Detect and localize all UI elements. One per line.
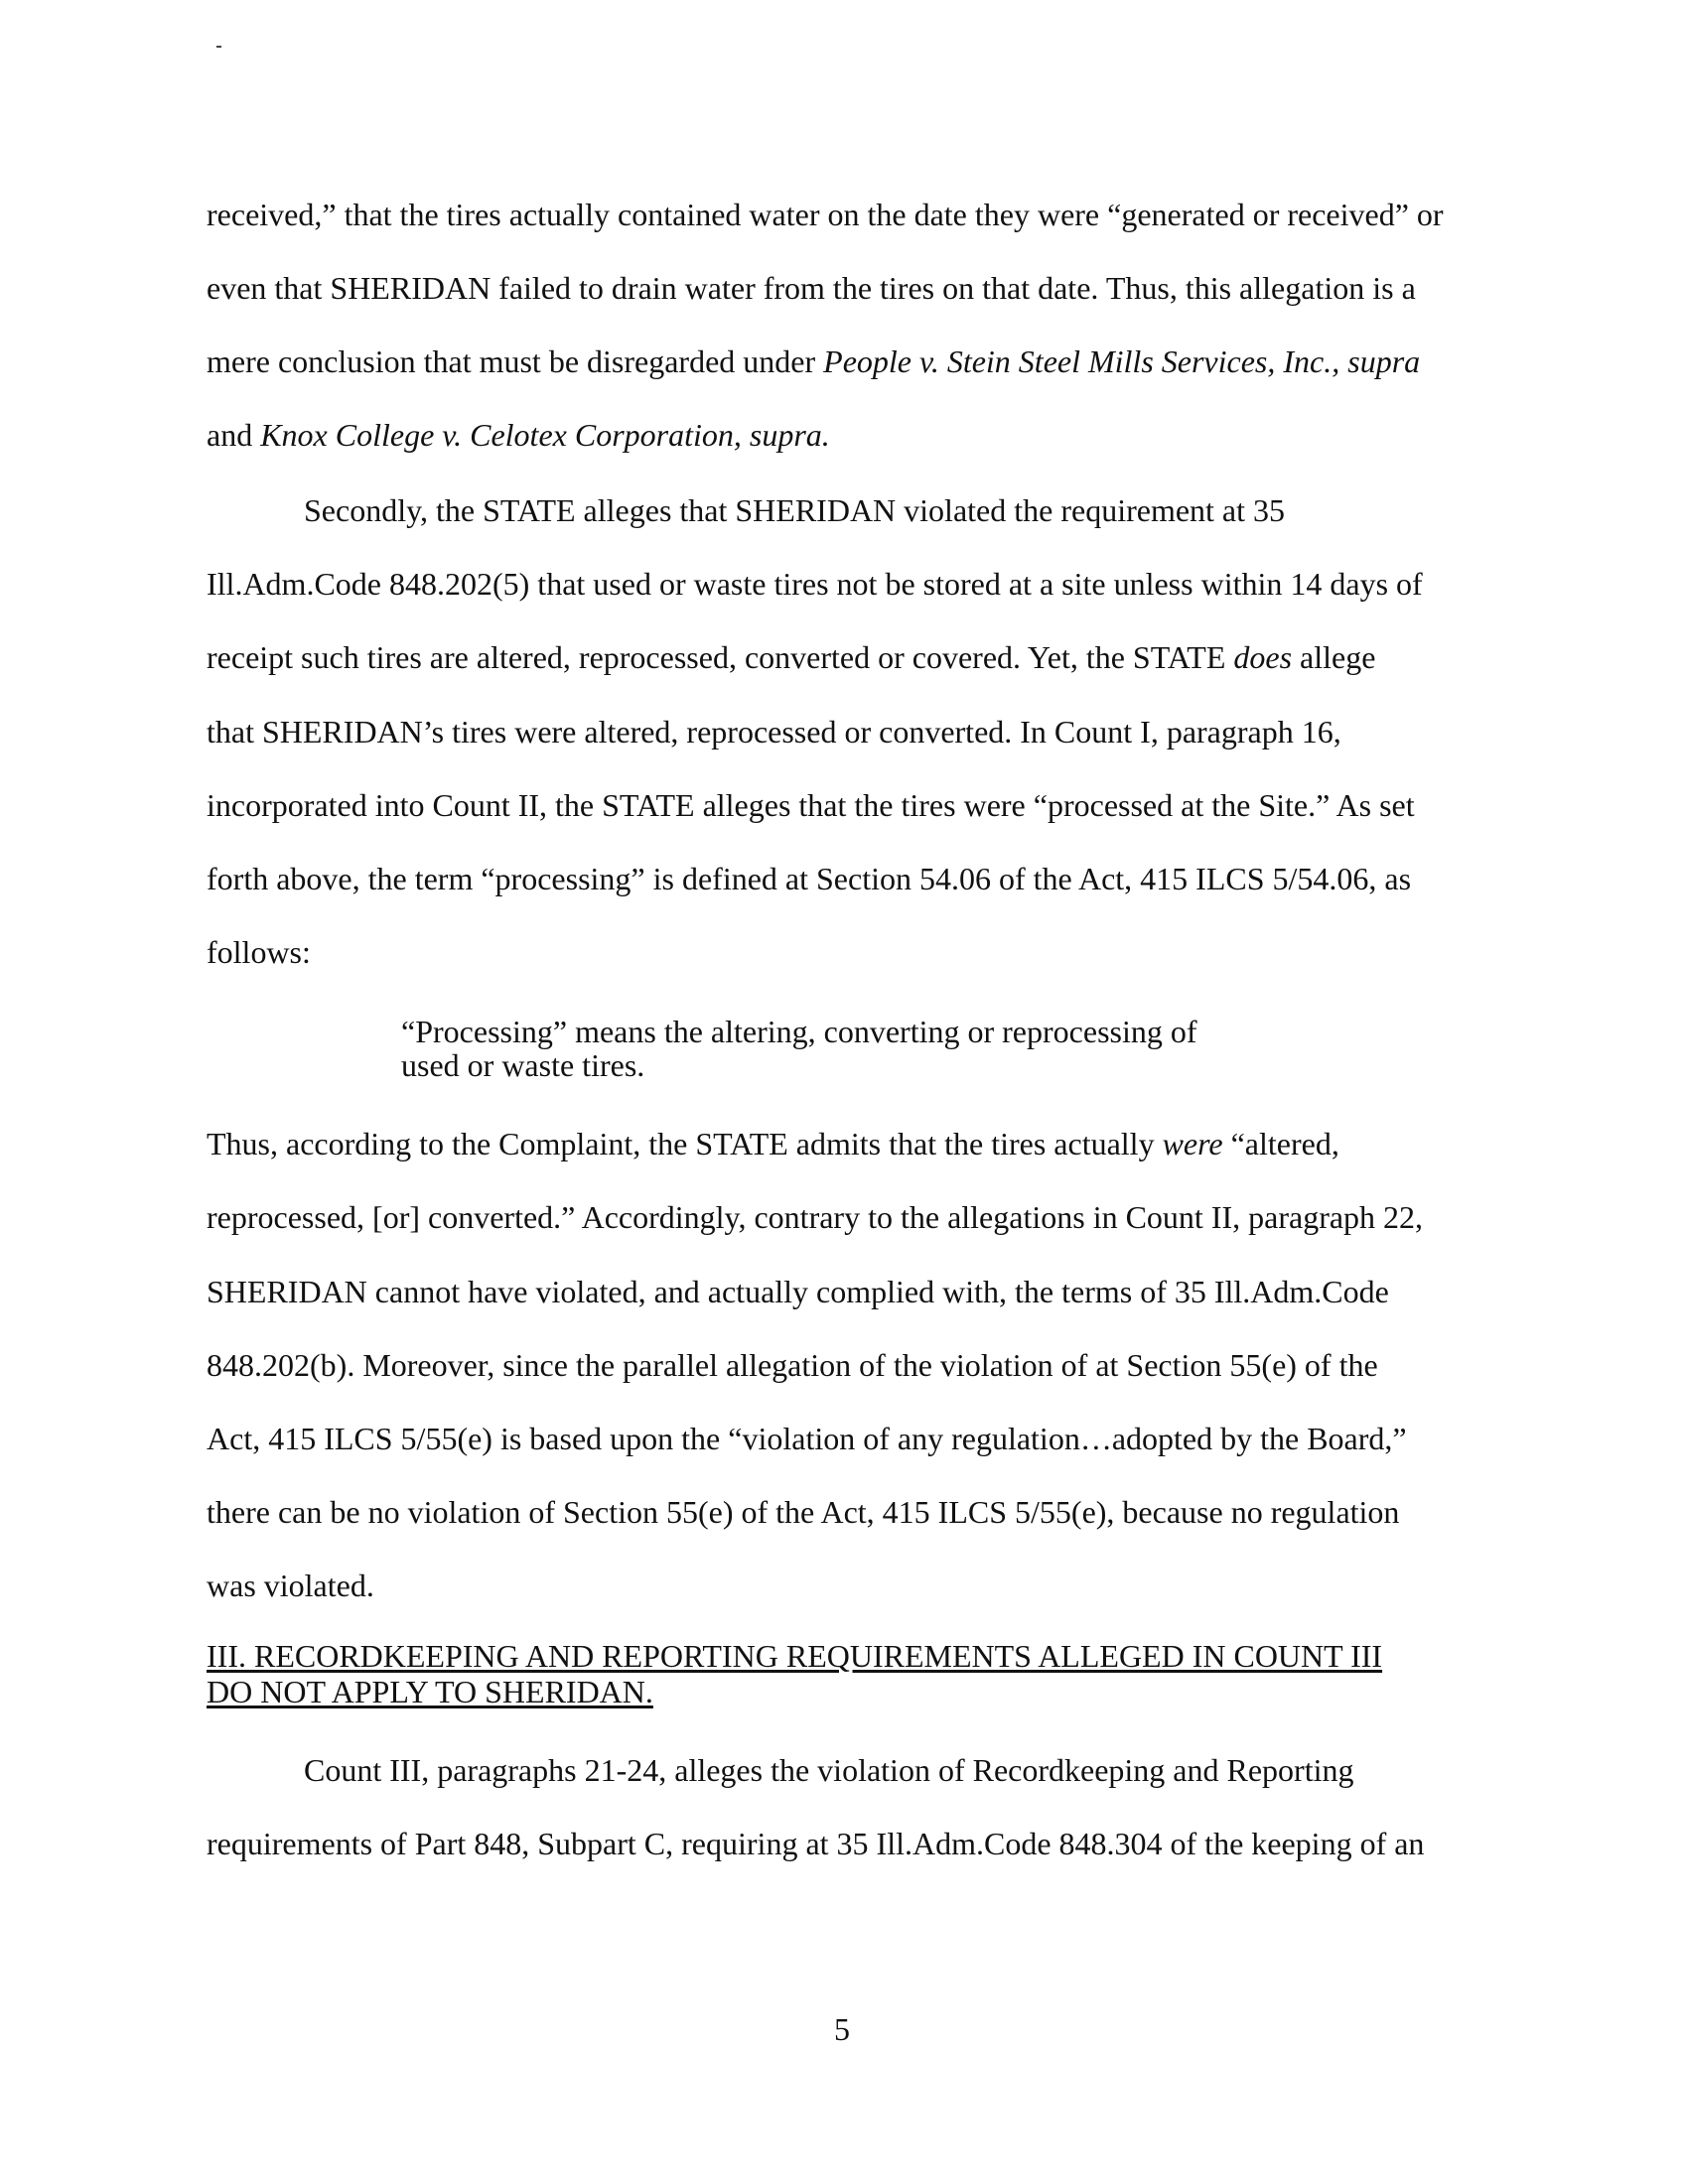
para2-line-3 [207, 637, 1375, 677]
emphasis-were: were [1162, 1126, 1223, 1161]
emphasis-does: does [1233, 639, 1293, 675]
para3-line-7: was violated. [207, 1568, 374, 1603]
para1-line-4 [207, 415, 830, 455]
section-heading-line-2: DO NOT APPLY TO SHERIDAN. [207, 1674, 653, 1709]
para2-line-6: forth above, the term “processing” is defined at Section 54.06 of the Act, 415 ILCS 5/54.06, as [207, 861, 1412, 896]
para3-line-5: Act, 415 ILCS 5/55(e) is based upon the “violation of any regulation…adopted by the Board,” [207, 1421, 1407, 1456]
para3-line-6: there can be no violation of Section 55(e) of the Act, 415 ILCS 5/55(e), because no regulation [207, 1494, 1400, 1530]
page-number: 5 [834, 2011, 850, 2047]
para3-line-2: reprocessed, [or] converted.” Accordingly, contrary to the allegations in Count II, paragraph 22, [207, 1199, 1424, 1235]
para2-line-4: that SHERIDAN’s tires were altered, reprocessed or converted. In Count I, paragraph 16, [207, 714, 1341, 750]
para1-line-3 [207, 341, 1420, 381]
para4-line-1: Count III, paragraphs 21-24, alleges the violation of Recordkeeping and Reporting [304, 1752, 1354, 1788]
case-citation-stein-steel: People v. Stein Steel Mills Services, Inc., supra [823, 343, 1421, 379]
para2-line-1: Secondly, the STATE alleges that SHERIDAN violated the requirement at 35 [304, 492, 1286, 528]
para3-line-1-text-a: Thus, according to the Complaint, the STATE admits that the tires actually [207, 1126, 1163, 1161]
para3-line-3: SHERIDAN cannot have violated, and actually complied with, the terms of 35 Ill.Adm.Code [207, 1274, 1389, 1309]
para2-line-3-text-c: allege [1292, 639, 1376, 675]
para1-line-3-text: mere conclusion that must be disregarded under [207, 343, 824, 379]
quote-line-1: “Processing” means the altering, converting or reprocessing of [401, 1014, 1197, 1049]
para2-line-2: Ill.Adm.Code 848.202(5) that used or waste tires not be stored at a site unless within 14 days of [207, 566, 1423, 602]
para1-line-1: received,” that the tires actually contained water on the date they were “generated or received” or [207, 197, 1444, 232]
para1-line-2: even that SHERIDAN failed to drain water from the tires on that date. Thus, this allegation is a [207, 270, 1416, 306]
para2-line-3-text-a: receipt such tires are altered, reprocessed, converted or covered. Yet, the STATE [207, 639, 1234, 675]
scan-mark [216, 46, 221, 48]
para3-line-1 [207, 1124, 1339, 1163]
para3-line-4: 848.202(b). Moreover, since the parallel allegation of the violation of at Section 55(e) of the [207, 1347, 1378, 1383]
para2-line-7: follows: [207, 934, 311, 970]
para4-line-2: requirements of Part 848, Subpart C, requiring at 35 Ill.Adm.Code 848.304 of the keeping of an [207, 1826, 1425, 1861]
section-heading-line-1: III. RECORDKEEPING AND REPORTING REQUIREMENTS ALLEGED IN COUNT III [207, 1638, 1383, 1674]
case-citation-knox-college: Knox College v. Celotex Corporation, supra. [260, 417, 830, 453]
quote-line-2: used or waste tires. [401, 1047, 645, 1083]
para3-line-1-text-c: “altered, [1222, 1126, 1339, 1161]
para2-line-5: incorporated into Count II, the STATE alleges that the tires were “processed at the Site.” As set [207, 787, 1415, 823]
para1-line-4-text: and [207, 417, 261, 453]
